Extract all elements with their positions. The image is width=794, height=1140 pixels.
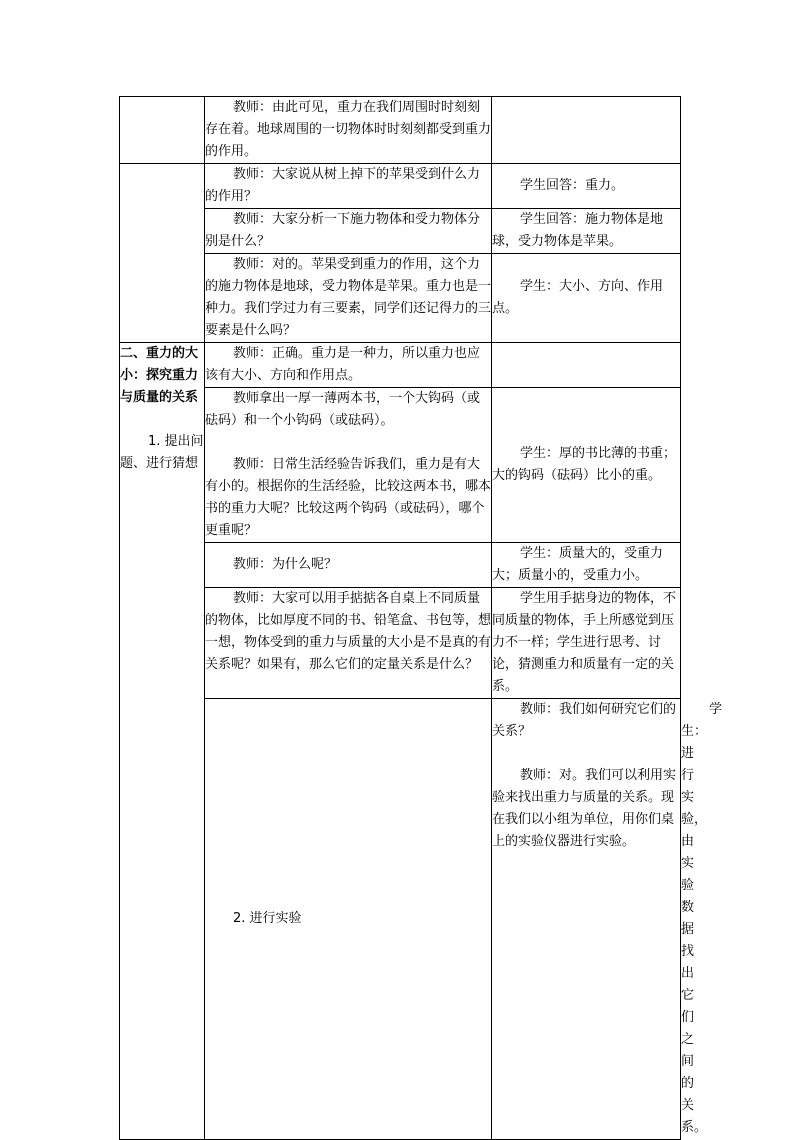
student-text: 学生用手掂身边的物体，不同质量的物体，手上所感觉到压力不一样；学生进行思考、讨论，猜测重力和质量有一定的关系。 [492,591,677,694]
teacher-text: 教师：对的。苹果受到重力的作用，这个力的施力物体是地球，受力物体是苹果。重力也是一种力。我们学过力有三要素，同学们还记得力的三要素是什么吗？ [205,257,492,338]
student-cell [492,388,681,543]
step-label: 2. 进行实验 [233,911,302,926]
teacher-text: 教师：我们如何研究它们的关系？ [492,702,677,739]
teacher-cell [205,254,492,343]
teacher-cell [205,209,492,254]
teacher-cell [205,97,492,164]
student-text: 学生：厚的书比薄的书重；大的钩码（砝码）比小的重。 [492,446,677,483]
teacher-text: 教师：大家可以用手掂掂各自桌上不同质量的物体，比如厚度不同的书、铅笔盒、书包等，想一想，物体受到的重力与质量的大小是不是真的有关系呢？如果有，那么它们的定量关系是什么？ [205,591,492,672]
section-cell [205,699,492,1140]
teacher-text: 教师：正确。重力是一种力，所以重力也应该有大小、方向和作用点。 [205,346,481,383]
teacher-text: 教师拿出一厚一薄两本书，一个大钩码（或砝码）和一个小钩码（或砝码）。 [205,391,481,428]
teacher-text: 教师：日常生活经验告诉我们，重力是有大有小的。根据你的生活经验，比较这两本书，哪本书的重力大呢？比较这两个钩码（或砝码），哪个更重呢？ [205,457,492,538]
section-heading: 二、重力的大小：探究重力与质量的关系 [120,346,199,405]
lesson-table: 教师：由此可见，重力在我们周围时时刻刻存在着。地球周围的一切物体时时刻刻都受到重力的作用。 教师：大家说从树上掉下的苹果受到什么力的作用？ 学生回答：重力。 教师：大家分析一下施力物体和受力物体分别是什么？ 学生回答：施力物体是地球，受力物体是苹果。 教师：对的。苹果受到重力的作用，这个力的施力物体是地球，受力物体是苹果。重力也是一种力。我们学过力有三要素，同学们还记得力的三要素是什么吗？ 学生：大小、方向、作用点。 二、重力的大小：探究重力与质量的关系 1. 提出问题、进行猜想 教师：正确。重力是一种力，所以重力也应该有大小、方向和作用点。 教师拿出一厚一薄两本书，一个大钩码（或砝码）和一个小钩码（或砝码）。 教师：日常生活经验告诉我们，重力是有大有小的。根据你的生活经验，比较这两本书，哪本书的重力大呢？比较这两个钩码（或砝码），哪个更重呢？ 学生：厚的书比薄的书重；大的钩码（砝码）比小的重。 教师：为什么呢？ 学生：质量大的，受重力大；质量小的，受重力小。 教师：大家可以用手掂掂各自桌上不同质量的物体，比如厚度不同的书、铅笔盒、书包等，想一想，物体受到的重力与质量的大小是不是真的有关系呢？如果有，那么它们的定量关系是什么？ 学生用手掂身边的物体，不同质量的物体，手上所感觉到压力不一样；学生进行思考、讨论，猜测重力和质量有一定的关系。 2. 进行实验 教师：我们如何研究它们的关系？ 教师：对。我们可以利用实验来找出重力与质量的关系。现在我们以小组为单位，用你们桌上的实验仪器进行实验。 学生：进行实验，由实验数据找出它们之间的关系。 [119,96,681,1140]
phase-cell-empty [120,164,205,343]
step-label: 1. 提出问题、进行猜想 [120,434,204,471]
student-text: 学生回答：重力。 [520,178,625,193]
teacher-cell [492,699,681,1140]
phase-cell-empty [120,97,205,164]
student-text: 学生回答：施力物体是地球，受力物体是苹果。 [492,212,664,249]
teacher-cell [205,343,492,388]
section-cell [120,343,205,1140]
student-text: 学生：大小、方向、作用点。 [492,279,664,316]
student-cell [492,209,681,254]
teacher-text: 教师：大家说从树上掉下的苹果受到什么力的作用？ [205,167,481,204]
student-cell [492,588,681,699]
teacher-text: 教师：为什么呢？ [233,557,338,572]
student-cell [492,164,681,209]
student-cell [492,97,681,164]
student-cell [492,254,681,343]
student-cell [492,343,681,388]
teacher-text: 教师：大家分析一下施力物体和受力物体分别是什么？ [205,212,481,249]
teacher-cell [205,588,492,699]
teacher-cell [205,164,492,209]
student-cell [492,543,681,588]
teacher-cell [205,388,492,543]
teacher-text: 教师：由此可见，重力在我们周围时时刻刻存在着。地球周围的一切物体时时刻刻都受到重力的作用。 [205,100,492,159]
student-text: 学生：质量大的，受重力大；质量小的，受重力小。 [492,546,664,583]
teacher-cell [205,543,492,588]
teacher-text: 教师：对。我们可以利用实验来找出重力与质量的关系。现在我们以小组为单位，用你们桌上的实验仪器进行实验。 [492,768,677,849]
